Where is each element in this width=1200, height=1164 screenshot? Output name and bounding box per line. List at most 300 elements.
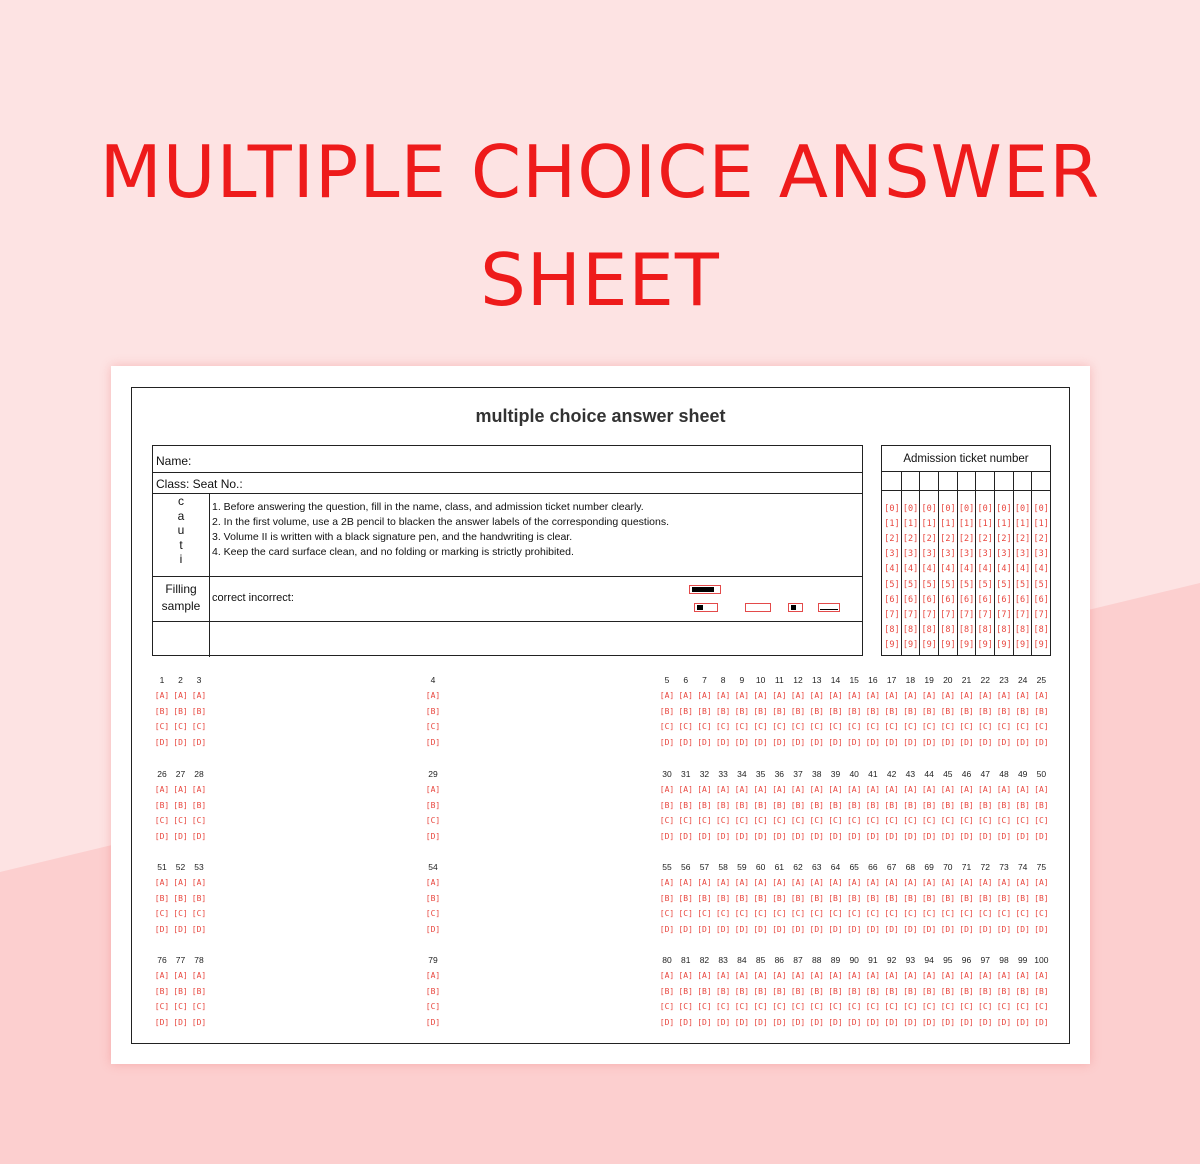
answer-option-bubble[interactable]: [C] [753,816,768,825]
name-row[interactable] [153,446,862,473]
answer-option-bubble[interactable]: [C] [790,1002,806,1011]
answer-option-bubble[interactable]: [C] [659,909,675,918]
answer-option-bubble[interactable]: [A] [903,971,918,980]
answer-option-bubble[interactable]: [B] [678,800,693,810]
answer-option-bubble[interactable]: [A] [659,785,675,794]
answer-option-bubble[interactable]: [A] [921,878,937,887]
ticket-digit-bubble[interactable]: [2] [940,534,956,545]
answer-option-bubble[interactable]: [D] [846,831,862,841]
answer-option-bubble[interactable]: [C] [884,722,899,731]
ticket-digit-bubble[interactable]: [3] [884,549,900,560]
answer-option-bubble[interactable]: [B] [659,893,675,903]
answer-option-bubble[interactable]: [B] [1034,986,1049,996]
answer-option-bubble[interactable]: [D] [1015,831,1030,841]
ticket-digit-bubble[interactable]: [3] [921,549,937,560]
answer-option-bubble[interactable]: [C] [959,722,974,731]
answer-option-bubble[interactable]: [C] [678,909,693,918]
answer-option-bubble[interactable]: [C] [940,1002,956,1011]
ticket-digit-bubble[interactable]: [3] [940,549,956,560]
answer-option-bubble[interactable]: [C] [772,909,787,918]
answer-option-bubble[interactable]: [C] [191,816,207,825]
answer-option-bubble[interactable]: [B] [996,706,1012,716]
answer-option-bubble[interactable]: [A] [809,971,824,980]
answer-option-bubble[interactable]: [D] [191,737,207,747]
answer-option-bubble[interactable]: [A] [940,691,956,700]
answer-option-bubble[interactable]: [A] [790,785,806,794]
answer-option-bubble[interactable]: [B] [715,986,731,996]
answer-option-bubble[interactable]: [C] [959,816,974,825]
answer-option-bubble[interactable]: [A] [978,971,993,980]
answer-option-bubble[interactable]: [D] [753,924,768,934]
answer-option-bubble[interactable]: [A] [753,691,768,700]
answer-option-bubble[interactable]: [B] [678,893,693,903]
answer-option-bubble[interactable]: [A] [678,691,693,700]
answer-option-bubble[interactable]: [A] [678,971,693,980]
answer-option-bubble[interactable]: [B] [154,986,170,996]
answer-option-bubble[interactable]: [A] [154,785,170,794]
answer-option-bubble[interactable]: [A] [425,785,441,794]
answer-option-bubble[interactable]: [B] [865,706,881,716]
answer-option-bubble[interactable]: [D] [753,831,768,841]
answer-option-bubble[interactable]: [D] [678,737,693,747]
answer-option-bubble[interactable]: [C] [809,909,824,918]
answer-option-bubble[interactable]: [D] [173,924,188,934]
ticket-digit-bubble[interactable]: [0] [1033,504,1049,514]
answer-option-bubble[interactable]: [C] [884,909,899,918]
ticket-digit-bubble[interactable]: [3] [958,549,975,560]
answer-option-bubble[interactable]: [C] [978,909,993,918]
ticket-digit-bubble[interactable]: [0] [921,504,937,514]
ticket-digit-bubble[interactable]: [3] [977,549,993,560]
ticket-digit-bubble[interactable]: [4] [921,564,937,575]
answer-option-bubble[interactable]: [D] [903,831,918,841]
answer-option-bubble[interactable]: [D] [753,737,768,747]
answer-option-bubble[interactable]: [A] [790,971,806,980]
answer-option-bubble[interactable]: [B] [734,893,750,903]
ticket-digit-bubble[interactable]: [0] [884,504,900,514]
answer-option-bubble[interactable]: [B] [921,893,937,903]
answer-option-bubble[interactable]: [C] [772,722,787,731]
answer-option-bubble[interactable]: [C] [678,1002,693,1011]
answer-option-bubble[interactable]: [C] [828,909,843,918]
answer-option-bubble[interactable]: [C] [921,909,937,918]
answer-option-bubble[interactable]: [A] [697,785,712,794]
answer-option-bubble[interactable]: [C] [1034,816,1049,825]
ticket-digit-bubble[interactable]: [9] [977,639,993,650]
answer-option-bubble[interactable]: [D] [772,1017,787,1027]
answer-option-bubble[interactable]: [B] [865,893,881,903]
answer-option-bubble[interactable]: [B] [154,800,170,810]
answer-option-bubble[interactable]: [A] [191,785,207,794]
answer-option-bubble[interactable]: [D] [425,1017,441,1027]
answer-option-bubble[interactable]: [A] [865,971,881,980]
ticket-digit-bubble[interactable]: [8] [1033,624,1049,635]
ticket-digit-bubble[interactable]: [3] [902,549,919,560]
answer-option-bubble[interactable]: [D] [697,924,712,934]
answer-option-bubble[interactable]: [B] [828,986,843,996]
answer-option-bubble[interactable]: [B] [959,893,974,903]
ticket-digit-bubble[interactable]: [4] [884,564,900,575]
answer-option-bubble[interactable]: [C] [865,1002,881,1011]
class-seat-row[interactable] [153,473,862,494]
ticket-digit-bubble[interactable]: [9] [1033,639,1049,650]
answer-option-bubble[interactable]: [D] [734,924,750,934]
answer-option-bubble[interactable]: [B] [828,893,843,903]
answer-option-bubble[interactable]: [B] [846,986,862,996]
answer-option-bubble[interactable]: [B] [903,986,918,996]
answer-option-bubble[interactable]: [A] [809,878,824,887]
answer-option-bubble[interactable]: [A] [734,971,750,980]
ticket-digit-bubble[interactable]: [6] [977,594,993,605]
answer-option-bubble[interactable]: [A] [809,691,824,700]
answer-option-bubble[interactable]: [C] [1015,722,1030,731]
answer-option-bubble[interactable]: [A] [697,971,712,980]
ticket-digit-bubble[interactable]: [0] [902,504,919,514]
answer-option-bubble[interactable]: [B] [959,706,974,716]
answer-option-bubble[interactable]: [C] [903,1002,918,1011]
answer-option-bubble[interactable]: [D] [715,737,731,747]
answer-option-bubble[interactable]: [B] [659,800,675,810]
answer-option-bubble[interactable]: [C] [191,1002,207,1011]
answer-option-bubble[interactable]: [D] [809,924,824,934]
answer-option-bubble[interactable]: [A] [865,785,881,794]
answer-option-bubble[interactable]: [C] [753,909,768,918]
ticket-digit-bubble[interactable]: [9] [958,639,975,650]
answer-option-bubble[interactable]: [A] [154,971,170,980]
answer-option-bubble[interactable]: [C] [921,1002,937,1011]
answer-option-bubble[interactable]: [C] [678,816,693,825]
ticket-digit-bubble[interactable]: [0] [940,504,956,514]
answer-option-bubble[interactable]: [A] [846,878,862,887]
ticket-digit-bubble[interactable]: [7] [902,609,919,620]
answer-option-bubble[interactable]: [D] [678,1017,693,1027]
answer-option-bubble[interactable]: [A] [1015,878,1030,887]
answer-option-bubble[interactable]: [B] [921,706,937,716]
ticket-digit-bubble[interactable]: [2] [1014,534,1031,545]
answer-option-bubble[interactable]: [A] [828,691,843,700]
answer-option-bubble[interactable]: [A] [753,878,768,887]
answer-option-bubble[interactable]: [B] [978,986,993,996]
ticket-digit-bubble[interactable]: [4] [958,564,975,575]
answer-option-bubble[interactable]: [A] [659,691,675,700]
answer-option-bubble[interactable]: [B] [715,893,731,903]
answer-option-bubble[interactable]: [D] [996,831,1012,841]
answer-option-bubble[interactable]: [B] [1015,893,1030,903]
answer-option-bubble[interactable]: [A] [921,691,937,700]
answer-option-bubble[interactable]: [B] [846,706,862,716]
answer-option-bubble[interactable]: [C] [903,722,918,731]
answer-option-bubble[interactable]: [C] [715,816,731,825]
answer-option-bubble[interactable]: [C] [809,722,824,731]
answer-option-bubble[interactable]: [A] [921,971,937,980]
ticket-digit-bubble[interactable]: [1] [921,519,937,530]
answer-option-bubble[interactable]: [D] [1034,831,1049,841]
ticket-digit-bubble[interactable]: [0] [958,504,975,514]
answer-option-bubble[interactable]: [D] [734,1017,750,1027]
ticket-digit-bubble[interactable]: [0] [977,504,993,514]
answer-option-bubble[interactable]: [A] [154,691,170,700]
answer-option-bubble[interactable]: [A] [828,878,843,887]
answer-option-bubble[interactable]: [D] [940,924,956,934]
answer-option-bubble[interactable]: [B] [697,893,712,903]
answer-option-bubble[interactable]: [C] [191,909,207,918]
answer-option-bubble[interactable]: [B] [1015,986,1030,996]
answer-option-bubble[interactable]: [D] [772,737,787,747]
answer-option-bubble[interactable]: [D] [790,1017,806,1027]
answer-option-bubble[interactable]: [A] [1015,785,1030,794]
answer-option-bubble[interactable]: [A] [1015,971,1030,980]
answer-option-bubble[interactable]: [C] [865,722,881,731]
answer-option-bubble[interactable]: [C] [865,816,881,825]
answer-option-bubble[interactable]: [B] [191,800,207,810]
answer-option-bubble[interactable]: [B] [191,706,207,716]
answer-option-bubble[interactable]: [A] [903,878,918,887]
ticket-digit-bubble[interactable]: [7] [884,609,900,620]
answer-option-bubble[interactable]: [B] [809,800,824,810]
answer-option-bubble[interactable]: [D] [173,831,188,841]
ticket-digit-bubble[interactable]: [1] [958,519,975,530]
answer-option-bubble[interactable]: [C] [425,816,441,825]
answer-option-bubble[interactable]: [B] [1034,800,1049,810]
answer-option-bubble[interactable]: [A] [1015,691,1030,700]
answer-option-bubble[interactable]: [A] [697,691,712,700]
ticket-digit-bubble[interactable]: [7] [921,609,937,620]
answer-option-bubble[interactable]: [D] [996,924,1012,934]
answer-option-bubble[interactable]: [D] [425,737,441,747]
ticket-digit-bubble[interactable]: [8] [958,624,975,635]
ticket-digit-bubble[interactable]: [2] [958,534,975,545]
answer-option-bubble[interactable]: [B] [753,986,768,996]
answer-option-bubble[interactable]: [A] [1034,878,1049,887]
ticket-digit-bubble[interactable]: [5] [1014,579,1031,590]
answer-option-bubble[interactable]: [B] [425,706,441,716]
answer-option-bubble[interactable]: [B] [903,706,918,716]
answer-option-bubble[interactable]: [B] [772,893,787,903]
answer-option-bubble[interactable]: [B] [154,893,170,903]
ticket-digit-bubble[interactable]: [7] [1014,609,1031,620]
answer-option-bubble[interactable]: [D] [715,831,731,841]
answer-option-bubble[interactable]: [A] [173,691,188,700]
ticket-digit-bubble[interactable]: [1] [902,519,919,530]
answer-option-bubble[interactable]: [B] [940,800,956,810]
answer-option-bubble[interactable]: [D] [940,1017,956,1027]
answer-option-bubble[interactable]: [D] [659,831,675,841]
answer-option-bubble[interactable]: [D] [828,924,843,934]
answer-option-bubble[interactable]: [C] [173,722,188,731]
answer-option-bubble[interactable]: [D] [884,1017,899,1027]
answer-option-bubble[interactable]: [B] [191,893,207,903]
answer-option-bubble[interactable]: [D] [978,831,993,841]
answer-option-bubble[interactable]: [C] [828,816,843,825]
ticket-digit-bubble[interactable]: [5] [902,579,919,590]
ticket-digit-bubble[interactable]: [3] [1014,549,1031,560]
answer-option-bubble[interactable]: [A] [772,878,787,887]
ticket-digit-bubble[interactable]: [1] [996,519,1012,530]
answer-option-bubble[interactable]: [C] [921,816,937,825]
answer-option-bubble[interactable]: [D] [715,924,731,934]
ticket-digit-bubble[interactable]: [6] [958,594,975,605]
answer-option-bubble[interactable]: [A] [790,691,806,700]
answer-option-bubble[interactable]: [B] [678,986,693,996]
answer-option-bubble[interactable]: [C] [790,909,806,918]
answer-option-bubble[interactable]: [A] [425,971,441,980]
answer-option-bubble[interactable]: [B] [425,800,441,810]
answer-option-bubble[interactable]: [B] [921,800,937,810]
answer-option-bubble[interactable]: [D] [903,737,918,747]
answer-option-bubble[interactable]: [B] [734,986,750,996]
answer-option-bubble[interactable]: [B] [865,800,881,810]
answer-option-bubble[interactable]: [C] [154,722,170,731]
ticket-digit-bubble[interactable]: [5] [884,579,900,590]
answer-option-bubble[interactable]: [B] [772,706,787,716]
answer-option-bubble[interactable]: [A] [940,878,956,887]
answer-option-bubble[interactable]: [D] [978,924,993,934]
answer-option-bubble[interactable]: [B] [996,800,1012,810]
answer-option-bubble[interactable]: [C] [697,909,712,918]
answer-option-bubble[interactable]: [D] [659,1017,675,1027]
answer-option-bubble[interactable]: [A] [978,691,993,700]
answer-option-bubble[interactable]: [C] [772,1002,787,1011]
answer-option-bubble[interactable]: [A] [828,971,843,980]
answer-option-bubble[interactable]: [C] [996,1002,1012,1011]
ticket-digit-bubble[interactable]: [2] [902,534,919,545]
ticket-digit-bubble[interactable]: [2] [884,534,900,545]
ticket-digit-bubble[interactable]: [5] [921,579,937,590]
answer-option-bubble[interactable]: [B] [753,706,768,716]
answer-option-bubble[interactable]: [B] [903,893,918,903]
answer-option-bubble[interactable]: [B] [921,986,937,996]
answer-option-bubble[interactable]: [D] [425,924,441,934]
answer-option-bubble[interactable]: [D] [715,1017,731,1027]
answer-option-bubble[interactable]: [C] [697,722,712,731]
answer-option-bubble[interactable]: [A] [734,691,750,700]
answer-option-bubble[interactable]: [A] [865,691,881,700]
ticket-digit-bubble[interactable]: [6] [1014,594,1031,605]
ticket-digit-bubble[interactable]: [5] [958,579,975,590]
answer-option-bubble[interactable]: [B] [154,706,170,716]
answer-option-bubble[interactable]: [C] [753,722,768,731]
answer-option-bubble[interactable]: [C] [659,1002,675,1011]
answer-option-bubble[interactable]: [C] [921,722,937,731]
answer-option-bubble[interactable]: [D] [940,831,956,841]
answer-option-bubble[interactable]: [B] [996,893,1012,903]
answer-option-bubble[interactable]: [C] [154,816,170,825]
answer-option-bubble[interactable]: [A] [996,971,1012,980]
answer-option-bubble[interactable]: [D] [846,1017,862,1027]
answer-option-bubble[interactable]: [D] [697,1017,712,1027]
ticket-digit-bubble[interactable]: [0] [996,504,1012,514]
answer-option-bubble[interactable]: [C] [678,722,693,731]
answer-option-bubble[interactable]: [A] [884,971,899,980]
answer-option-bubble[interactable]: [D] [1034,924,1049,934]
answer-option-bubble[interactable]: [D] [996,1017,1012,1027]
answer-option-bubble[interactable]: [D] [425,831,441,841]
answer-option-bubble[interactable]: [B] [959,986,974,996]
answer-option-bubble[interactable]: [A] [978,785,993,794]
answer-option-bubble[interactable]: [C] [903,909,918,918]
ticket-digit-bubble[interactable]: [6] [884,594,900,605]
answer-option-bubble[interactable]: [B] [678,706,693,716]
answer-option-bubble[interactable]: [D] [191,924,207,934]
answer-option-bubble[interactable]: [D] [734,737,750,747]
answer-option-bubble[interactable]: [C] [959,1002,974,1011]
answer-option-bubble[interactable]: [B] [809,986,824,996]
answer-option-bubble[interactable]: [B] [809,893,824,903]
answer-option-bubble[interactable]: [D] [978,1017,993,1027]
ticket-digit-bubble[interactable]: [8] [977,624,993,635]
answer-option-bubble[interactable]: [D] [191,831,207,841]
answer-option-bubble[interactable]: [D] [1015,1017,1030,1027]
answer-option-bubble[interactable]: [A] [884,785,899,794]
answer-option-bubble[interactable]: [D] [790,924,806,934]
answer-option-bubble[interactable]: [B] [903,800,918,810]
answer-option-bubble[interactable]: [A] [772,691,787,700]
answer-option-bubble[interactable]: [D] [772,924,787,934]
ticket-digit-bubble[interactable]: [2] [1033,534,1049,545]
ticket-digit-bubble[interactable]: [6] [921,594,937,605]
ticket-digit-bubble[interactable]: [5] [940,579,956,590]
answer-option-bubble[interactable]: [A] [959,785,974,794]
answer-option-bubble[interactable]: [D] [828,831,843,841]
answer-option-bubble[interactable]: [C] [772,816,787,825]
answer-option-bubble[interactable]: [C] [659,816,675,825]
answer-option-bubble[interactable]: [A] [715,878,731,887]
ticket-digit-bubble[interactable]: [8] [884,624,900,635]
answer-option-bubble[interactable]: [B] [940,706,956,716]
ticket-digit-bubble[interactable]: [8] [921,624,937,635]
answer-option-bubble[interactable]: [C] [846,1002,862,1011]
answer-option-bubble[interactable]: [B] [697,800,712,810]
answer-option-bubble[interactable]: [D] [772,831,787,841]
answer-option-bubble[interactable]: [C] [753,1002,768,1011]
answer-option-bubble[interactable]: [B] [884,706,899,716]
answer-option-bubble[interactable]: [C] [884,1002,899,1011]
answer-option-bubble[interactable]: [D] [865,737,881,747]
answer-option-bubble[interactable]: [D] [884,737,899,747]
answer-option-bubble[interactable]: [A] [903,785,918,794]
answer-option-bubble[interactable]: [C] [1034,1002,1049,1011]
answer-option-bubble[interactable]: [A] [772,971,787,980]
answer-option-bubble[interactable]: [A] [996,878,1012,887]
answer-option-bubble[interactable]: [A] [659,971,675,980]
answer-option-bubble[interactable]: [D] [1034,737,1049,747]
answer-option-bubble[interactable]: [A] [996,785,1012,794]
answer-option-bubble[interactable]: [A] [940,785,956,794]
answer-option-bubble[interactable]: [B] [1034,893,1049,903]
answer-option-bubble[interactable]: [C] [865,909,881,918]
answer-option-bubble[interactable]: [D] [753,1017,768,1027]
answer-option-bubble[interactable]: [B] [715,800,731,810]
answer-option-bubble[interactable]: [B] [978,800,993,810]
ticket-digit-bubble[interactable]: [9] [902,639,919,650]
answer-option-bubble[interactable]: [B] [772,800,787,810]
answer-option-bubble[interactable]: [B] [425,893,441,903]
answer-option-bubble[interactable]: [A] [790,878,806,887]
answer-option-bubble[interactable]: [B] [715,706,731,716]
ticket-digit-bubble[interactable]: [8] [996,624,1012,635]
answer-option-bubble[interactable]: [C] [903,816,918,825]
answer-option-bubble[interactable]: [D] [921,924,937,934]
ticket-digit-bubble[interactable]: [5] [1033,579,1049,590]
ticket-digit-bubble[interactable]: [9] [996,639,1012,650]
answer-option-bubble[interactable]: [B] [1015,800,1030,810]
ticket-digit-bubble[interactable]: [2] [996,534,1012,545]
answer-option-bubble[interactable]: [C] [154,1002,170,1011]
answer-option-bubble[interactable]: [C] [697,816,712,825]
answer-option-bubble[interactable]: [B] [940,986,956,996]
answer-option-bubble[interactable]: [A] [191,691,207,700]
answer-option-bubble[interactable]: [C] [425,722,441,731]
